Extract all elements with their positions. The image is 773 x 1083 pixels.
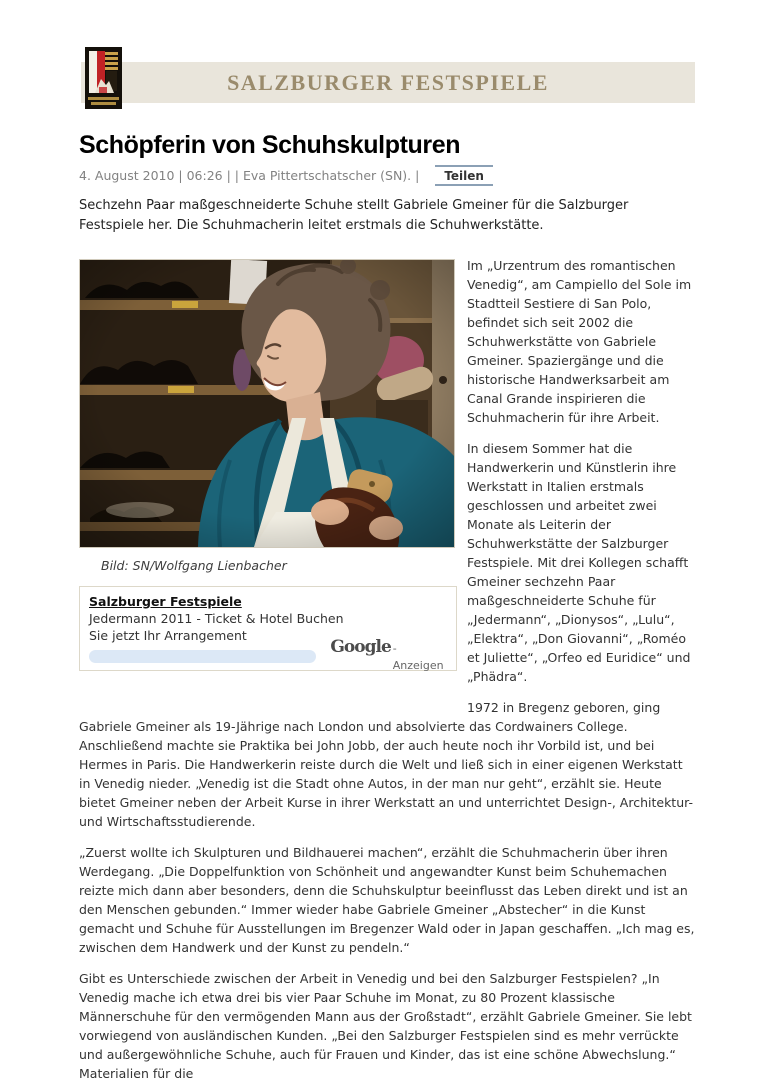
google-logo: Google	[330, 636, 391, 657]
body-paragraph-4: „Zuerst wollte ich Skulpturen und Bildhauerei machen“, erzählt die Schuhmacherin über ihren Werdegang. „Die Doppelfunktion von Schönheit und angewandter Kunst beim Schuhemachen reizte mich dann aber besonders, denn die Schuhskulptur beeinflusst das Leben direkt und ist an den Menschen gebunden.“ Immer wieder habe Gabriele Gmeiner „Abstecher“ in die Kunst gemacht und Schuhe für Ausstellungen im Bregenzer Wald oder in Japan geschaffen. „Ich mag es, zwischen dem Handwerk und der Kunst zu pendeln.“	[79, 845, 695, 955]
masthead	[79, 47, 695, 109]
article-body	[79, 256, 695, 1083]
share-button[interactable]: Teilen	[435, 165, 493, 186]
page-title: Schöpferin von Schuhskulpturen	[79, 131, 461, 159]
byline-meta: 4. August 2010 | 06:26 | | Eva Pittertschatscher (SN). |	[79, 168, 420, 183]
lead-paragraph: Sechzehn Paar maßgeschneiderte Schuhe stellt Gabriele Gmeiner für die Salzburger Festspiele her. Die Schuhmacherin leitet erstmals die Schuhwerkstätte.	[79, 198, 629, 233]
article-photo	[79, 259, 455, 548]
festival-logo-icon	[85, 47, 122, 109]
article-photo-illustration	[80, 260, 454, 547]
body-paragraph-2: In diesem Sommer hat die Handwerkerin und Künstlerin ihre Werkstatt in Italien erstmals geschlossen und arbeitet zwei Monate als Leiterin der Schuhwerkstätte der Salzburger Festspiele. Mit drei Kollegen schafft Gmeiner sechzehn Paar maßgeschneiderte Schuhe für „Jedermann“, „Dionysos“, „Lulu“, „Elektra“, „Don Giovanni“, „Roméo et Juliette“, „Orfeo ed Euridice“ und „Phädra“.	[467, 441, 691, 684]
ad-text-line-2: Sie jetzt Ihr Arrangement	[89, 628, 247, 643]
ad-title-link[interactable]: Salzburger Festspiele	[89, 594, 242, 609]
masthead-band	[81, 62, 695, 103]
google-ads-link[interactable]	[330, 636, 447, 674]
body-paragraph-5: Gibt es Unterschiede zwischen der Arbeit in Venedig und bei den Salzburger Festspielen? „In Venedig mache ich etwa drei bis vier Paar Schuhe im Monat, zu 80 Prozent klassische Männerschuhe für den vermögenden Mann aus der Großstadt“, erzählt Gabriele Gmeiner. Sie lebt vorwiegend von ausländischen Kunden. „Bei den Salzburger Festspielen sind es mehr verrückte und außergewöhnliche Schuhe, auch für Frauen und Kinder, das ist eine schöne Abwechslung.“ Materialien für die	[79, 971, 692, 1081]
body-paragraph-1: Im „Urzentrum des romantischen Venedig“, am Campiello del Sole im Stadtteil Sestiere di San Polo, befindet sich seit 2002 die Schuhwerkstätte von Gabriele Gmeiner. Spaziergänge und die historische Handwerksarbeit am Canal Grande inspirieren die Schuhmacherin für ihre Arbeit.	[467, 258, 692, 425]
article-page	[79, 47, 695, 1083]
ad-footer	[89, 636, 447, 672]
ad-text-line-1: Jedermann 2011 - Ticket & Hotel Buchen	[89, 611, 344, 626]
article-media-block	[79, 259, 457, 671]
google-ad-box	[79, 586, 457, 671]
google-anzeigen-label: -Anzeigen	[392, 641, 444, 672]
byline-row	[79, 165, 695, 186]
photo-caption: Bild: SN/Wolfgang Lienbacher	[101, 558, 287, 573]
brand-title: SALZBURGER FESTSPIELE	[227, 70, 549, 95]
body-paragraph-3: 1972 in Bregenz geboren, ging Gabriele Gmeiner als 19-Jährige nach London und absolvierte das Cordwainers College. Anschließend machte sie Praktika bei John Jobb, der auch heute noch ihr Vorbild ist, und bei Hermes in Paris. Die Handwerkerin reiste durch die Welt und ließ sich in einer eigenen Werkstatt in Venedig nieder. „Venedig ist die Stadt ohne Autos, in der man nur geht“, erzählt sie. Heute bietet Gmeiner neben der Arbeit Kurse in ihrer Werkstatt an und unterrichtet Design-, Architektur- und Wirtschaftsstudierende.	[79, 700, 693, 829]
ad-url-highlight	[89, 650, 316, 663]
